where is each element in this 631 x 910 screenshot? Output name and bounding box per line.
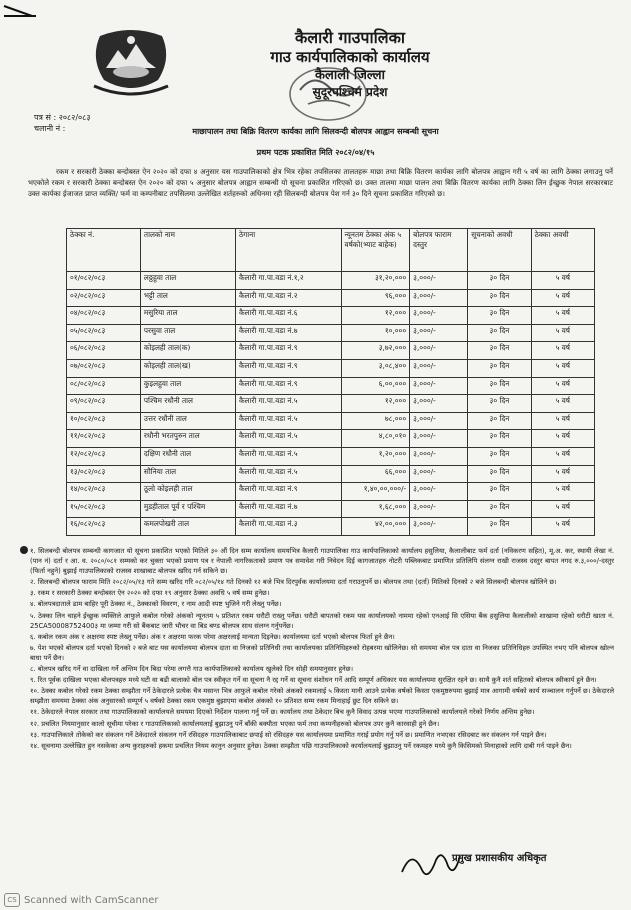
table-row [67,500,595,518]
table-cell: ३,०००/- [410,272,468,290]
column-header: तालको नाम [140,229,235,272]
table-row [67,395,595,413]
table-cell: कैलारी गा.पा.वडा नं.९ [235,342,341,360]
table-cell: १२,००० [341,395,410,413]
table-row [67,359,595,377]
term-item: २. सिलबन्दी बोलपत्र फाराम मिति २०८२/०५/१३ गते सम्म खरिद गरि ०८२/०५/१४ गते दिनको १२ बजे भित्र दिरपुर्वक कार्यालयमा दर्ता गराउनुपर्ने छ। बोलपत्र तथा (दर्ता) मितिको दिनको २ बजे सिलबन्दी बोलपत्र खोलिने छ। [30,578,557,587]
municipality-name: कैलारी गाउपालिका [294,28,406,47]
table-cell: ६,००,००० [341,377,410,395]
term-item: ७. पेश भएको बोलपत्र दर्ता भएको दिनको २ बजे बाट यस कार्यालयमा बोलपत्र दाता वा निजको प्रतिनिधी तथा कार्यालयका प्रतिनिधिहरुको रोहबरमा खोलिनेछ। सो समयमा बोल पत्र दाता वा निजका प्रतिनिधिहरु उपस्थित नभए पनि बोलपत्र खोल्न बाधा पर्ने छैन। [30,643,614,662]
table-cell: ३१,२०,००० [341,272,410,290]
office-stamp-icon [278,60,378,130]
bullet-mark [20,546,28,554]
table-cell: ३,०००/- [410,500,468,518]
table-cell: कैलारी गा.पा.वडा नं.५ [235,430,341,448]
table-cell: ५ वर्ष [531,324,594,342]
table-cell: ५ वर्ष [531,359,594,377]
table-cell: ३० दिन [468,307,531,325]
table-cell: ३० दिन [468,500,531,518]
term-item: ५. ठेक्का लिन चाहने ईच्छुक व्यक्तिले आफुले कबोल गरेको अंकको न्यूनतम ५ प्रतिशत रकम धरौटी राख्नु पर्नेछ। धरौटी बापतको रकम यस कार्यालयको नाममा रहेको एनआई सि एसिया बैंक हसुलिया कैलालीको शाखामा रहेको धरौटी खाता नं. 25CA50008752400३ मा जम्मा गरी सो बैंकबाट जारी भौचर वा बिड बण्ड बोलपत्र साथ संलग्न गर्नुपर्नेछ। [30,611,614,630]
term-item: १३. गाउपालिकाले तोकेको कर संकलन गर्ने ठेकेदारले संकलन गर्ने रसिदहरु गाउपालिकाबाट छपाई सो रसिदहरु यस कार्यालयमा प्रमाणित गराई प्रयोग गर्नु पर्ने छ। प्रमाणित नभएका रसिदबाट कर संकलन गर्न पाइने छैन। [30,730,547,739]
table-cell: उत्तर रधौनी ताल [140,412,235,430]
column-header: ठेक्का नं. [67,229,141,272]
district-line: कैलाली जिल्ला [315,68,385,83]
terms-list [30,546,614,752]
table-cell: ५ वर्ष [531,465,594,483]
table-cell: ३,०००/- [410,412,468,430]
table-cell: ५ वर्ष [531,342,594,360]
table-cell: कैलारी गा.पा.वडा नं.५ [235,412,341,430]
table-cell: ३,०००/- [410,447,468,465]
table-cell: ४२,००,००० [341,518,410,536]
term-item: ८. बोलपत्र खरिद गर्ने वा दाखिला गर्ने अन्तिम दिन बिदा परेमा लगत्तै गाउ कार्यपालिकाको कार्यालय खुलेको दिन सोही समयानुसार हुनेछ। [30,665,353,674]
table-cell: ०९/०८२/०८३ [67,395,141,413]
column-header: ठेक्का अवधी [531,229,594,272]
table-cell: ३० दिन [468,412,531,430]
column-header: बोलपत्र फाराम दस्तुर [410,229,468,272]
term-item: १२. प्रचलित नियमानुसार कालो सूचीमा परेका र गाउपालिकाको कार्यालयलाई बुझाउनु पर्ने बाँकी बक्यौता भएका फर्म तथा कम्पनीहरुको बोलपत्र उपर कुनै कारवाही हुने छैन। [30,719,440,728]
table-cell: कोइलही ताल(क) [140,342,235,360]
table-cell: ३,०००/- [410,377,468,395]
province-name: सुदूरपश्चिम प्रदेश [312,85,388,99]
office-name: गाउ कार्यपालिकाको कार्यालय [270,48,430,66]
table-cell: ५ वर्ष [531,272,594,290]
table-cell: १३/०८२/०८३ [67,465,141,483]
table-cell: १,६८,००० [341,500,410,518]
table-cell: कैलारी गा.पा.वडा नं.९ [235,483,341,501]
column-header: न्यूनतम ठेक्का अंक ५ वर्षको(भ्याट बाहेक) [341,229,410,272]
table-row [67,342,595,360]
table-cell: ११/०८२/०८३ [67,430,141,448]
table-cell: कैलारी गा.पा.वडा नं.३ [235,518,341,536]
table-cell: ०१/०८२/०८३ [67,272,141,290]
signatory-title: प्रमुख प्रशासकीय अधिकृत [452,853,547,864]
table-cell: कैलारी गा.पा.वडा नं.७ [235,500,341,518]
table-cell: मसुरिया ताल [140,307,235,325]
table-cell: कैलारी गा.पा.वडा नं.९ [235,377,341,395]
term-item: ९. रित पूर्वक दाखिला भएका बोलपत्रहरु मध्ये घटी वा बढी बालाको बोल पत्र स्वीकृत गर्ने वा सूचना नै रद्द गर्ने वा सूचना संशोधन गर्ने आदि सम्पूर्ण अधिकार यस कार्यालयमा सुरक्षित रहने छ। साथै कुनै शर्त सहितको बोलपत्र स्वीकार्य हुने छैन। [30,676,597,685]
table-cell: ३० दिन [468,342,531,360]
notice-publish-date: प्रथम पटक प्रकाशित मिति २०८२/०४/१५ [256,148,375,157]
table-cell: सौनिया ताल [140,465,235,483]
menu-icon[interactable] [2,4,38,18]
table-row [67,272,595,290]
scanner-watermark [4,893,159,907]
table-cell: ०७/०८२/०८३ [67,359,141,377]
table-cell: भट्टी ताल [140,289,235,307]
column-header: ठेगाना [235,229,341,272]
table-cell: १,२०,००० [341,447,410,465]
table-cell: ०४/०८२/०८३ [67,307,141,325]
table-cell: कैलारी गा.पा.वडा नं.५ [235,395,341,413]
table-cell: ५ वर्ष [531,289,594,307]
table-cell: ५ वर्ष [531,430,594,448]
table-cell: ६६,००० [341,465,410,483]
table-cell: ३० दिन [468,483,531,501]
table-row [67,518,595,536]
table-cell: ३,०००/- [410,518,468,536]
table-cell: पश्चिम रधौनी ताल [140,395,235,413]
table-cell: १,४०,००,०००/- [341,483,410,501]
table-cell: ९६,००० [341,289,410,307]
table-cell: ०२/०८२/०८३ [67,289,141,307]
table-cell: कुइलहुवा ताल [140,377,235,395]
table-cell: ३,०००/- [410,430,468,448]
table-cell: ३० दिन [468,359,531,377]
table-row [67,412,595,430]
table-cell: ३० दिन [468,518,531,536]
term-item: ६. कबोल रकम अंक र अक्षरमा स्पष्ट लेख्नु पर्नेछ। अंक र अक्षरमा फरक परेमा अक्षरलाई मान्यता दिइनेछ। कार्यालयमा दर्ता भएको बोलपत्र फिर्ता हुने छैन। [30,632,395,641]
table-cell: ५ वर्ष [531,483,594,501]
table-cell: १६/०८२/०८३ [67,518,141,536]
term-item: १४. सूचनामा उल्लेखित हुन नसकेका अन्य कुराहरुको हकमा प्रचलित नियम कानुन अनुसार हुनेछ। ठेक्का सम्झौता पछि गाउपालिकाको कार्यालयलाई बुझाउनु पर्ने रकमहरु मध्ये कुनै किसिमको मिनाहाको लागि दाबी गर्न पाइने छैन। [30,741,572,750]
table-cell: ३,०८,४०० [341,359,410,377]
signature-mark [398,842,518,886]
tender-table [66,228,595,536]
table-row [67,430,595,448]
table-cell: कमलपोखरी ताल [140,518,235,536]
table-cell: परसुवा ताल [140,324,235,342]
table-cell: ४,८०,०१० [341,430,410,448]
camscanner-logo-icon: CS [4,893,20,907]
scanner-label: Scanned with CamScanner [24,894,159,906]
letter-number: पत्र सं : २०८२/०८३ [34,113,91,122]
table-cell: ३० दिन [468,430,531,448]
table-cell: ३,०००/- [410,395,468,413]
table-cell: लठ्ठहुवा ताल [140,272,235,290]
table-header-row [67,229,595,272]
table-cell: १०,००० [341,324,410,342]
table-row [67,483,595,501]
table-cell: ३,०००/- [410,483,468,501]
table-cell: ५ वर्ष [531,447,594,465]
nepal-emblem-icon [86,28,176,98]
term-item: ३. रकम र सरकारी ठेक्का बन्दोबस्त ऐन २०२० को दफा १९ अनुसार ठेक्का अवधि ५ वर्ष सम्म हुनेछ। [30,589,270,598]
table-cell: ३० दिन [468,324,531,342]
table-cell: दक्षिण रधौनी ताल [140,447,235,465]
table-cell: १५/०८२/०८३ [67,500,141,518]
table-cell: ०६/०८२/०८३ [67,342,141,360]
table-row [67,465,595,483]
table-cell: कैलारी गा.पा.वडा नं.५ [235,447,341,465]
term-item: ४. बोलपत्रदाताले ढाम बाहिर पूरी ठेक्का नं., ठेक्काको विवरण, र नाम आदी स्पष्ट भुजिने गरी लेख्नु पर्नेछ। [30,600,282,609]
term-item: १. सिलबन्दी बोलपत्र सम्बन्धी कागजात यो सूचना प्रकाशित भएको मितिले ३० औं दिन सम्म कार्यालय समयभित्र कैलारी गाउपालिका गाउ कार्यपालिकाको कार्यालय हसुलिया, कैलालीबाट फर्म दर्ता (नविकरण सहित), मू.अ. कर, स्थायी लेखा नं.(पान नं) दर्ता र आ. व. २०८०/०८१ सम्मको कर चुक्ता भएको प्रमाण पत्र र नेपाली नागरिकताको प्रमाण पत्र समावेश गरी निवेदन दिई कागजातहरु नोटरी पब्लिकबाट प्रमाणित प्रतिलिपि संलग्न राखी राजस्व दस्तुर बापत नगद रु.३,०००/-दस्तुर (फिर्ता नहुने) बुझाई गाउपालिकाको राजस्व शाखाबाट बोलपत्र खरिद गर्न सकिने छ। [30,547,614,576]
table-cell: ३,०००/- [410,307,468,325]
table-cell: १२,००० [341,307,410,325]
table-row [67,289,595,307]
table-row [67,324,595,342]
table-cell: ३० दिन [468,395,531,413]
table-cell: ५ वर्ष [531,500,594,518]
term-item: १०. ठेक्का कबोल गरेको रकम ठेक्का सम्झौता गर्ने ठेकेदारले प्रत्येक चैत्र मसान्त भित्र आफुले कबोल गरेको अंकको रकमलाई ५ किस्ता मानी आउने प्रत्येक वर्षको किस्ता एकमुष्ठरुपमा बुझाई मात्र आगामी वर्षको कार्य सञ्चालन गर्नुपर्ने छ। ठेकेदारले सम्झौता समयमा ठेक्का अंक अनुसारको सम्पूर्ण ५ वर्षको ठेक्का रकम एकमुष्ठ बुझाएमा कबोल अंकको १० प्रतिशत सम्म रकम मिनाहाई छुट दिन सकिने छ। [30,687,614,706]
tender-table-body [67,272,595,536]
table-cell: ३,०००/- [410,465,468,483]
table-cell: ५ वर्ष [531,412,594,430]
intro-paragraph: रकम र सरकारी ठेक्का बन्दोबस्त ऐन २०२० को दफा ४ अनुसार यस गाउपालिकाको क्षेत्र भित्र रहेका तपसिलका तालतहरू माछा तथा बिक्रि वितरण कार्यका लागि बोलपत्र आह्वान गरी ५ वर्ष का लागि ठेक्का लगाउनु पर्ने भएकोले रकम र सरकारी ठेक्का बन्दोबस्त ऐन २०२० को दफा ५ अनुसार बोलपत्र आह्वान सम्बन्धी यो सूचना प्रकाशित गरिएको छ। उक्त तालमा माछा पालन तथा बिक्रि वितरण कार्यका लागि ठेक्का लिन ईच्छुक नेपाल सरकारबाट उक्त कार्यका ईजाजत प्राप्त व्यक्ति/ फर्म वा कम्पनीबाट तपसिलमा उल्लेखित शर्तहरुको अधिनमा रही सिलबन्दी बोलपत्र पेश गर्न ३० दिने सूचना प्रकाशित गरिएको छ। [28,167,613,198]
table-row [67,447,595,465]
table-cell: १४/०८२/०८३ [67,483,141,501]
table-cell: कैलारी गा.पा.वडा नं.२ [235,289,341,307]
table-cell: ३,०००/- [410,359,468,377]
table-cell: १२/०८२/०८३ [67,447,141,465]
table-cell: ०५/०८२/०८३ [67,324,141,342]
table-cell: कैलारी गा.पा.वडा नं.१,२ [235,272,341,290]
table-row [67,377,595,395]
table-cell: कोइलही ताल(ख) [140,359,235,377]
table-cell: १०/०८२/०८३ [67,412,141,430]
table-cell: ३,०००/- [410,324,468,342]
table-cell: ठूलो कोइलही ताल [140,483,235,501]
table-cell: ७८,००० [341,412,410,430]
table-cell: मुडहीताल पूर्व र पश्चिम [140,500,235,518]
dispatch-number: चलानी नं : [34,124,66,133]
term-item: ११. ठेकेदारले नेपाल सरकार तथा गाउपालिकाको कार्यालयले समयमा दिएको निर्देशन पालना गर्नु पर्ने छ। कार्यालय तथा ठेकेदार बिच कुनै विवाद उत्पन्न भएमा गाउपालिकाको कार्यालयले गरेको निर्णय अन्तिम हुनेछ। [30,708,535,717]
table-row [67,307,595,325]
table-cell: कैलारी गा.पा.वडा नं.७ [235,324,341,342]
table-cell: रधौनी भरतपुरुन ताल [140,430,235,448]
table-cell: ३० दिन [468,377,531,395]
table-cell: ३० दिन [468,465,531,483]
table-cell: ३,०००/- [410,342,468,360]
table-cell: ०८/०८२/०८३ [67,377,141,395]
table-cell: ३,७२,००० [341,342,410,360]
table-cell: ५ वर्ष [531,377,594,395]
table-cell: ५ वर्ष [531,307,594,325]
table-cell: कैलारी गा.पा.वडा नं.६ [235,307,341,325]
table-cell: ३० दिन [468,447,531,465]
table-cell: कैलारी गा.पा.वडा नं.९ [235,359,341,377]
table-cell: ३० दिन [468,272,531,290]
notice-title: माछापालन तथा बिक्रि वितरण कार्यका लागि सिलवन्दी बोलपत्र आह्वान सम्बन्धी सूचना [192,127,439,136]
table-cell: कैलारी गा.पा.वडा नं.५ [235,465,341,483]
table-cell: ३,०००/- [410,289,468,307]
table-cell: ५ वर्ष [531,395,594,413]
table-cell: ३० दिन [468,289,531,307]
table-cell: ५ वर्ष [531,518,594,536]
column-header: सूचनाको अवधी [468,229,531,272]
